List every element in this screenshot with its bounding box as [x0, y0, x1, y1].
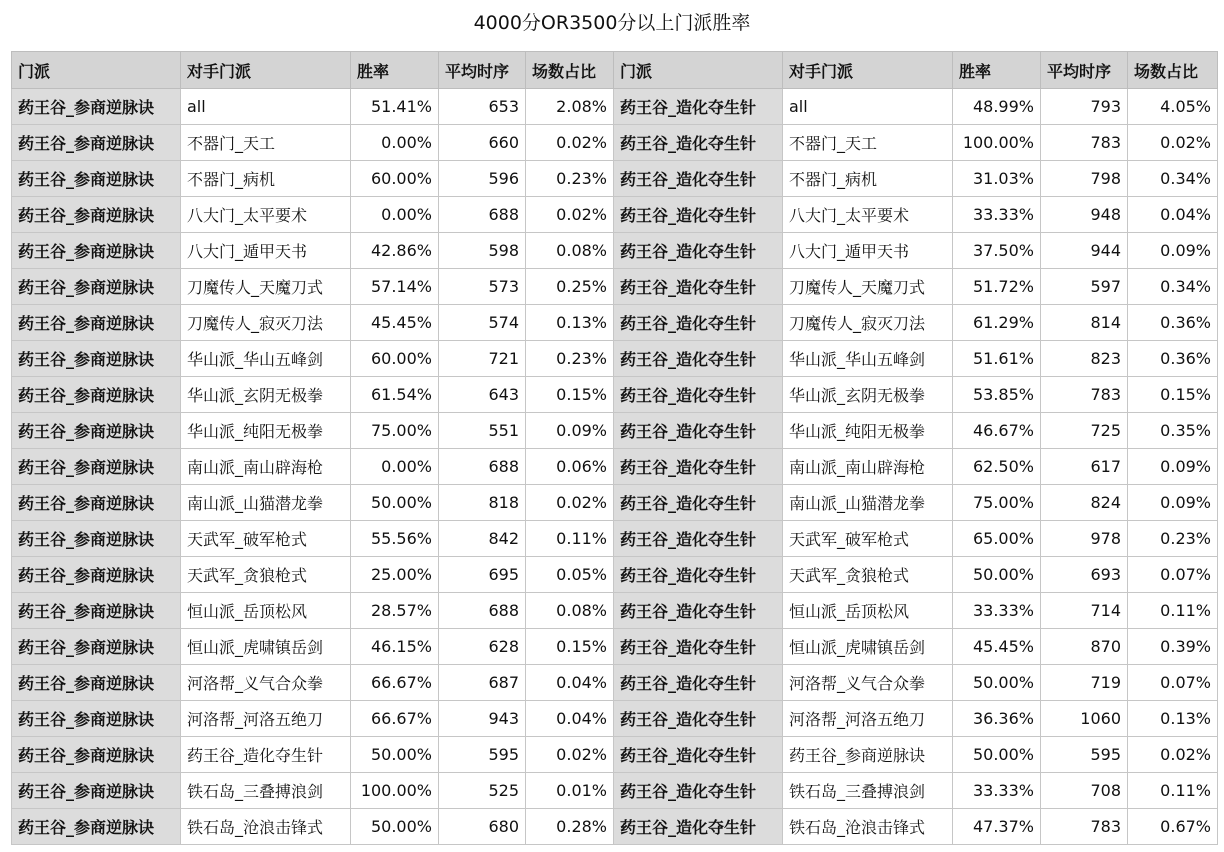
cell-opponent: 天武军_破军枪式: [181, 521, 351, 557]
cell-match-share: 0.15%: [526, 629, 614, 665]
cell-match-share: 0.09%: [1128, 485, 1218, 521]
cell-opponent: 药王谷_造化夺生针: [181, 737, 351, 773]
cell-match-share: 0.07%: [1128, 665, 1218, 701]
cell-avg-time: 714: [1041, 593, 1128, 629]
cell-opponent: 华山派_玄阴无极拳: [181, 377, 351, 413]
cell-school: 药王谷_参商逆脉诀: [12, 557, 181, 593]
table-row: [12, 593, 1218, 629]
cell-match-share: 0.04%: [526, 701, 614, 737]
cell-avg-time: 719: [1041, 665, 1128, 701]
cell-win-rate: 50.00%: [351, 485, 439, 521]
cell-win-rate: 51.72%: [953, 269, 1041, 305]
cell-avg-time: 687: [439, 665, 526, 701]
cell-school: 药王谷_造化夺生针: [614, 269, 783, 305]
cell-avg-time: 943: [439, 701, 526, 737]
cell-win-rate: 51.61%: [953, 341, 1041, 377]
cell-win-rate: 50.00%: [953, 665, 1041, 701]
cell-opponent: 恒山派_虎啸镇岳剑: [783, 629, 953, 665]
cell-school: 药王谷_参商逆脉诀: [12, 521, 181, 557]
cell-school: 药王谷_参商逆脉诀: [12, 377, 181, 413]
cell-match-share: 0.02%: [526, 125, 614, 161]
table-row: [12, 197, 1218, 233]
cell-avg-time: 842: [439, 521, 526, 557]
table-row: [12, 125, 1218, 161]
cell-avg-time: 1060: [1041, 701, 1128, 737]
cell-win-rate: 100.00%: [953, 125, 1041, 161]
cell-opponent: 南山派_南山辟海枪: [783, 449, 953, 485]
cell-win-rate: 55.56%: [351, 521, 439, 557]
cell-school: 药王谷_造化夺生针: [614, 305, 783, 341]
cell-win-rate: 100.00%: [351, 773, 439, 809]
cell-match-share: 0.28%: [526, 809, 614, 845]
cell-opponent: 河洛帮_义气合众拳: [783, 665, 953, 701]
cell-win-rate: 0.00%: [351, 125, 439, 161]
cell-match-share: 0.02%: [1128, 737, 1218, 773]
cell-match-share: 0.25%: [526, 269, 614, 305]
cell-match-share: 0.04%: [1128, 197, 1218, 233]
win-rate-table: [11, 51, 1218, 845]
column-header-opponent-left: 对手门派: [181, 52, 351, 89]
cell-win-rate: 60.00%: [351, 161, 439, 197]
cell-avg-time: 693: [1041, 557, 1128, 593]
cell-match-share: 0.05%: [526, 557, 614, 593]
cell-school: 药王谷_造化夺生针: [614, 197, 783, 233]
cell-school: 药王谷_参商逆脉诀: [12, 737, 181, 773]
cell-match-share: 0.09%: [1128, 233, 1218, 269]
cell-opponent: all: [181, 89, 351, 125]
cell-avg-time: 708: [1041, 773, 1128, 809]
cell-school: 药王谷_参商逆脉诀: [12, 233, 181, 269]
cell-opponent: 华山派_华山五峰剑: [783, 341, 953, 377]
cell-match-share: 0.23%: [1128, 521, 1218, 557]
cell-win-rate: 51.41%: [351, 89, 439, 125]
cell-school: 药王谷_参商逆脉诀: [12, 341, 181, 377]
cell-opponent: 华山派_纯阳无极拳: [783, 413, 953, 449]
table-row: [12, 305, 1218, 341]
cell-avg-time: 793: [1041, 89, 1128, 125]
table-row: [12, 161, 1218, 197]
cell-opponent: 八大门_太平要术: [783, 197, 953, 233]
cell-match-share: 0.13%: [1128, 701, 1218, 737]
cell-avg-time: 595: [439, 737, 526, 773]
cell-match-share: 0.01%: [526, 773, 614, 809]
cell-avg-time: 695: [439, 557, 526, 593]
cell-match-share: 0.23%: [526, 161, 614, 197]
cell-win-rate: 36.36%: [953, 701, 1041, 737]
cell-opponent: 恒山派_岳顶松风: [181, 593, 351, 629]
cell-avg-time: 597: [1041, 269, 1128, 305]
cell-school: 药王谷_参商逆脉诀: [12, 305, 181, 341]
table-row: [12, 521, 1218, 557]
cell-win-rate: 42.86%: [351, 233, 439, 269]
cell-match-share: 0.07%: [1128, 557, 1218, 593]
cell-win-rate: 45.45%: [351, 305, 439, 341]
cell-opponent: 天武军_贪狼枪式: [181, 557, 351, 593]
cell-win-rate: 60.00%: [351, 341, 439, 377]
cell-win-rate: 25.00%: [351, 557, 439, 593]
cell-match-share: 0.02%: [1128, 125, 1218, 161]
cell-opponent: 天武军_贪狼枪式: [783, 557, 953, 593]
cell-school: 药王谷_参商逆脉诀: [12, 809, 181, 845]
cell-match-share: 0.15%: [526, 377, 614, 413]
cell-win-rate: 57.14%: [351, 269, 439, 305]
cell-school: 药王谷_造化夺生针: [614, 557, 783, 593]
cell-avg-time: 573: [439, 269, 526, 305]
cell-win-rate: 0.00%: [351, 197, 439, 233]
cell-win-rate: 66.67%: [351, 665, 439, 701]
table-row: [12, 485, 1218, 521]
cell-match-share: 0.04%: [526, 665, 614, 701]
cell-school: 药王谷_造化夺生针: [614, 701, 783, 737]
cell-school: 药王谷_造化夺生针: [614, 449, 783, 485]
cell-avg-time: 643: [439, 377, 526, 413]
cell-match-share: 0.15%: [1128, 377, 1218, 413]
table-row: [12, 557, 1218, 593]
cell-school: 药王谷_造化夺生针: [614, 341, 783, 377]
cell-school: 药王谷_参商逆脉诀: [12, 593, 181, 629]
cell-avg-time: 688: [439, 197, 526, 233]
cell-opponent: all: [783, 89, 953, 125]
cell-match-share: 0.11%: [526, 521, 614, 557]
cell-avg-time: 978: [1041, 521, 1128, 557]
cell-opponent: 南山派_山猫潜龙拳: [181, 485, 351, 521]
cell-opponent: 华山派_华山五峰剑: [181, 341, 351, 377]
cell-opponent: 刀魔传人_寂灭刀法: [181, 305, 351, 341]
cell-win-rate: 33.33%: [953, 773, 1041, 809]
cell-school: 药王谷_造化夺生针: [614, 125, 783, 161]
table-row: [12, 809, 1218, 845]
cell-school: 药王谷_造化夺生针: [614, 629, 783, 665]
table-row: [12, 413, 1218, 449]
cell-school: 药王谷_造化夺生针: [614, 413, 783, 449]
cell-avg-time: 870: [1041, 629, 1128, 665]
table-body: [12, 89, 1218, 845]
table-row: [12, 89, 1218, 125]
cell-match-share: 0.09%: [526, 413, 614, 449]
cell-avg-time: 783: [1041, 377, 1128, 413]
column-header-school-left: 门派: [12, 52, 181, 89]
column-header-match-share-right: 场数占比: [1128, 52, 1218, 89]
cell-school: 药王谷_造化夺生针: [614, 233, 783, 269]
cell-opponent: 华山派_玄阴无极拳: [783, 377, 953, 413]
cell-opponent: 刀魔传人_寂灭刀法: [783, 305, 953, 341]
cell-avg-time: 595: [1041, 737, 1128, 773]
cell-avg-time: 818: [439, 485, 526, 521]
cell-avg-time: 783: [1041, 125, 1128, 161]
cell-win-rate: 75.00%: [351, 413, 439, 449]
cell-school: 药王谷_造化夺生针: [614, 809, 783, 845]
cell-win-rate: 46.15%: [351, 629, 439, 665]
cell-win-rate: 61.29%: [953, 305, 1041, 341]
cell-avg-time: 598: [439, 233, 526, 269]
cell-school: 药王谷_造化夺生针: [614, 485, 783, 521]
cell-school: 药王谷_参商逆脉诀: [12, 449, 181, 485]
cell-avg-time: 525: [439, 773, 526, 809]
cell-opponent: 铁石岛_三叠搏浪剑: [783, 773, 953, 809]
cell-opponent: 南山派_山猫潜龙拳: [783, 485, 953, 521]
cell-match-share: 0.08%: [526, 593, 614, 629]
table-row: [12, 449, 1218, 485]
cell-school: 药王谷_参商逆脉诀: [12, 485, 181, 521]
cell-win-rate: 47.37%: [953, 809, 1041, 845]
cell-avg-time: 688: [439, 449, 526, 485]
cell-opponent: 河洛帮_河洛五绝刀: [783, 701, 953, 737]
column-header-win-rate-left: 胜率: [351, 52, 439, 89]
cell-avg-time: 721: [439, 341, 526, 377]
cell-opponent: 八大门_太平要术: [181, 197, 351, 233]
cell-win-rate: 48.99%: [953, 89, 1041, 125]
cell-match-share: 0.02%: [526, 485, 614, 521]
cell-match-share: 0.11%: [1128, 773, 1218, 809]
cell-win-rate: 45.45%: [953, 629, 1041, 665]
cell-win-rate: 75.00%: [953, 485, 1041, 521]
cell-school: 药王谷_参商逆脉诀: [12, 197, 181, 233]
cell-win-rate: 31.03%: [953, 161, 1041, 197]
table-row: [12, 665, 1218, 701]
cell-match-share: 0.09%: [1128, 449, 1218, 485]
cell-win-rate: 33.33%: [953, 593, 1041, 629]
cell-match-share: 0.02%: [526, 737, 614, 773]
cell-avg-time: 824: [1041, 485, 1128, 521]
table-row: [12, 629, 1218, 665]
column-header-avg-time-right: 平均时序: [1041, 52, 1128, 89]
column-header-match-share-left: 场数占比: [526, 52, 614, 89]
cell-match-share: 0.11%: [1128, 593, 1218, 629]
cell-opponent: 南山派_南山辟海枪: [181, 449, 351, 485]
table-row: [12, 773, 1218, 809]
cell-school: 药王谷_造化夺生针: [614, 521, 783, 557]
cell-school: 药王谷_造化夺生针: [614, 377, 783, 413]
cell-avg-time: 688: [439, 593, 526, 629]
cell-school: 药王谷_参商逆脉诀: [12, 665, 181, 701]
cell-opponent: 河洛帮_河洛五绝刀: [181, 701, 351, 737]
cell-school: 药王谷_造化夺生针: [614, 89, 783, 125]
cell-avg-time: 660: [439, 125, 526, 161]
cell-school: 药王谷_造化夺生针: [614, 665, 783, 701]
cell-opponent: 八大门_遁甲天书: [181, 233, 351, 269]
cell-avg-time: 596: [439, 161, 526, 197]
cell-match-share: 0.08%: [526, 233, 614, 269]
cell-school: 药王谷_参商逆脉诀: [12, 89, 181, 125]
cell-avg-time: 617: [1041, 449, 1128, 485]
header-row: [12, 52, 1218, 89]
cell-avg-time: 798: [1041, 161, 1128, 197]
cell-opponent: 天武军_破军枪式: [783, 521, 953, 557]
cell-school: 药王谷_造化夺生针: [614, 737, 783, 773]
cell-match-share: 0.67%: [1128, 809, 1218, 845]
cell-opponent: 八大门_遁甲天书: [783, 233, 953, 269]
cell-match-share: 0.13%: [526, 305, 614, 341]
column-header-win-rate-right: 胜率: [953, 52, 1041, 89]
cell-win-rate: 61.54%: [351, 377, 439, 413]
cell-school: 药王谷_参商逆脉诀: [12, 701, 181, 737]
column-header-school-right: 门派: [614, 52, 783, 89]
cell-avg-time: 725: [1041, 413, 1128, 449]
cell-avg-time: 628: [439, 629, 526, 665]
cell-school: 药王谷_参商逆脉诀: [12, 269, 181, 305]
cell-avg-time: 653: [439, 89, 526, 125]
cell-opponent: 铁石岛_沧浪击锋式: [181, 809, 351, 845]
table-row: [12, 233, 1218, 269]
page-title: 4000分OR3500分以上门派胜率: [473, 12, 751, 34]
cell-match-share: 0.34%: [1128, 161, 1218, 197]
cell-match-share: 0.06%: [526, 449, 614, 485]
column-header-avg-time-left: 平均时序: [439, 52, 526, 89]
cell-school: 药王谷_参商逆脉诀: [12, 125, 181, 161]
cell-opponent: 华山派_纯阳无极拳: [181, 413, 351, 449]
cell-win-rate: 33.33%: [953, 197, 1041, 233]
cell-school: 药王谷_造化夺生针: [614, 593, 783, 629]
cell-opponent: 恒山派_虎啸镇岳剑: [181, 629, 351, 665]
cell-win-rate: 66.67%: [351, 701, 439, 737]
table-row: [12, 269, 1218, 305]
cell-opponent: 河洛帮_义气合众拳: [181, 665, 351, 701]
cell-win-rate: 53.85%: [953, 377, 1041, 413]
cell-opponent: 铁石岛_沧浪击锋式: [783, 809, 953, 845]
cell-opponent: 恒山派_岳顶松风: [783, 593, 953, 629]
cell-match-share: 2.08%: [526, 89, 614, 125]
cell-avg-time: 814: [1041, 305, 1128, 341]
cell-match-share: 4.05%: [1128, 89, 1218, 125]
cell-win-rate: 46.67%: [953, 413, 1041, 449]
table-row: [12, 377, 1218, 413]
cell-match-share: 0.36%: [1128, 305, 1218, 341]
cell-opponent: 不器门_天工: [783, 125, 953, 161]
cell-match-share: 0.23%: [526, 341, 614, 377]
cell-school: 药王谷_参商逆脉诀: [12, 161, 181, 197]
cell-win-rate: 50.00%: [351, 809, 439, 845]
cell-opponent: 不器门_病机: [783, 161, 953, 197]
cell-win-rate: 50.00%: [953, 737, 1041, 773]
cell-opponent: 不器门_天工: [181, 125, 351, 161]
cell-win-rate: 28.57%: [351, 593, 439, 629]
cell-avg-time: 783: [1041, 809, 1128, 845]
cell-avg-time: 944: [1041, 233, 1128, 269]
cell-opponent: 不器门_病机: [181, 161, 351, 197]
cell-win-rate: 0.00%: [351, 449, 439, 485]
cell-avg-time: 823: [1041, 341, 1128, 377]
cell-win-rate: 65.00%: [953, 521, 1041, 557]
cell-match-share: 0.02%: [526, 197, 614, 233]
cell-school: 药王谷_造化夺生针: [614, 773, 783, 809]
cell-avg-time: 948: [1041, 197, 1128, 233]
cell-school: 药王谷_造化夺生针: [614, 161, 783, 197]
cell-opponent: 药王谷_参商逆脉诀: [783, 737, 953, 773]
cell-win-rate: 37.50%: [953, 233, 1041, 269]
table-row: [12, 737, 1218, 773]
column-header-opponent-right: 对手门派: [783, 52, 953, 89]
cell-avg-time: 680: [439, 809, 526, 845]
cell-school: 药王谷_参商逆脉诀: [12, 413, 181, 449]
cell-match-share: 0.36%: [1128, 341, 1218, 377]
cell-win-rate: 62.50%: [953, 449, 1041, 485]
cell-win-rate: 50.00%: [351, 737, 439, 773]
table-row: [12, 701, 1218, 737]
cell-avg-time: 574: [439, 305, 526, 341]
cell-opponent: 铁石岛_三叠搏浪剑: [181, 773, 351, 809]
cell-win-rate: 50.00%: [953, 557, 1041, 593]
cell-opponent: 刀魔传人_天魔刀式: [181, 269, 351, 305]
cell-school: 药王谷_参商逆脉诀: [12, 773, 181, 809]
table-row: [12, 341, 1218, 377]
cell-school: 药王谷_参商逆脉诀: [12, 629, 181, 665]
cell-avg-time: 551: [439, 413, 526, 449]
cell-match-share: 0.39%: [1128, 629, 1218, 665]
cell-opponent: 刀魔传人_天魔刀式: [783, 269, 953, 305]
cell-match-share: 0.35%: [1128, 413, 1218, 449]
cell-match-share: 0.34%: [1128, 269, 1218, 305]
